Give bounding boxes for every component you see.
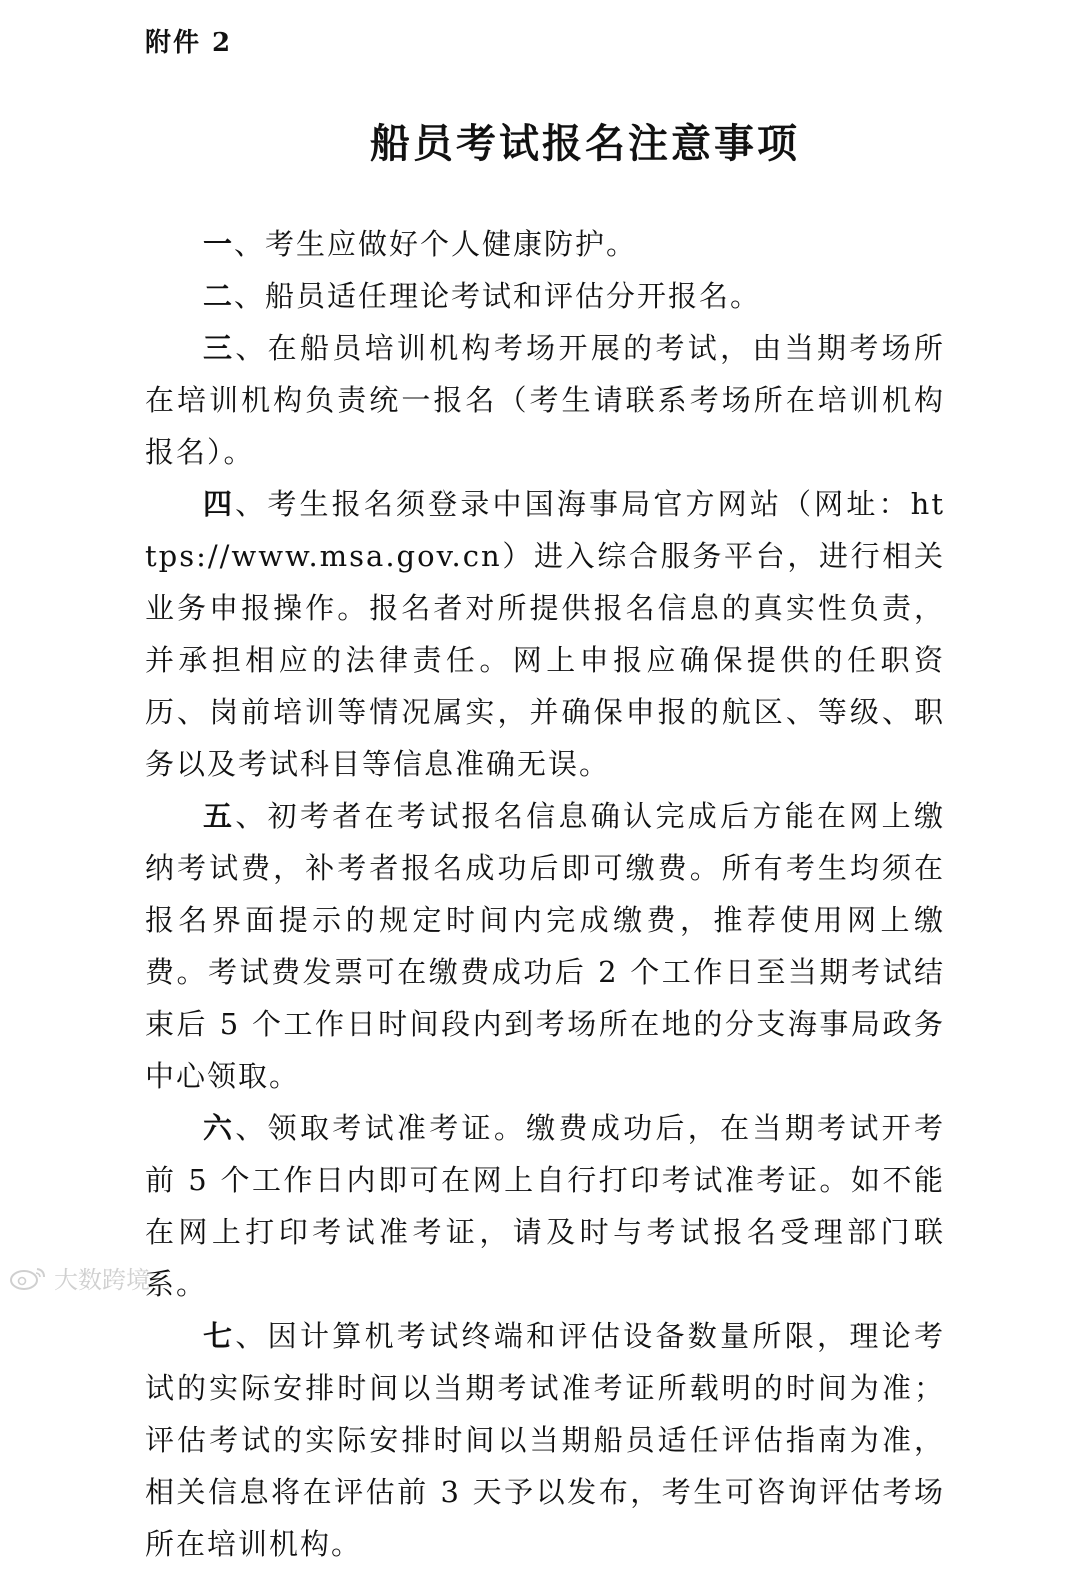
watermark-text: 大数跨境 xyxy=(54,1266,150,1294)
item-text: 、领取考试准考证。缴费成功后，在当期考试开考前 5 个工作日内即可在网上自行打印考试准考证。如不能在网上打印考试准考证，请及时与考试报名受理部门联系。 xyxy=(145,1111,945,1301)
item-3 xyxy=(145,322,945,478)
item-2 xyxy=(145,270,945,322)
item-text: 、在船员培训机构考场开展的考试，由当期考场所在培训机构负责统一报名（考生请联系考场所在培训机构报名）。 xyxy=(145,331,945,469)
document-body xyxy=(145,218,945,1570)
item-7 xyxy=(145,1310,945,1570)
item-number: 三 xyxy=(203,331,236,365)
attachment-label: 附件 2 xyxy=(145,28,233,58)
item-text: 、考生报名须登录中国海事局官方网站（网址：ht tps://www.msa.gov.cn）进入综合服务平台，进行相关业务申报操作。报名者对所提供报名信息的真实性负责，并承担相应的法律责任。网上申报应确保提供的任职资历、岗前培训等情况属实，并确保申报的航区、等级、职务以及考试科目等信息准确无误。 xyxy=(145,487,945,781)
page-title: 船员考试报名注意事项 xyxy=(370,120,800,167)
item-number: 五 xyxy=(203,799,236,833)
weibo-logo-icon xyxy=(8,1265,48,1291)
item-text: 、考生应做好个人健康防护。 xyxy=(234,227,638,261)
item-text: 、初考者在考试报名信息确认完成后方能在网上缴纳考试费，补考者报名成功后即可缴费。所有考生均须在报名界面提示的规定时间内完成缴费，推荐使用网上缴费。考试费发票可在缴费成功后 2 个工作日至当期考试结束后 5 个工作日时间段内到考场所在地的分支海事局政务中心领取。 xyxy=(145,799,945,1093)
item-text: 、船员适任理论考试和评估分开报名。 xyxy=(234,279,762,313)
item-4 xyxy=(145,478,945,790)
item-number: 四 xyxy=(203,487,236,521)
item-text: 、因计算机考试终端和评估设备数量所限，理论考试的实际安排时间以当期考试准考证所载明的时间为准；评估考试的实际安排时间以当期船员适任评估指南为准，相关信息将在评估前 3 天予以发布，考生可咨询评估考场所在培训机构。 xyxy=(145,1319,945,1561)
item-number: 六 xyxy=(203,1111,236,1145)
item-6 xyxy=(145,1102,945,1310)
item-number: 二 xyxy=(203,279,235,313)
item-number: 七 xyxy=(203,1319,236,1353)
watermark xyxy=(8,1260,150,1295)
item-1 xyxy=(145,218,945,270)
item-number: 一 xyxy=(203,227,235,261)
item-5 xyxy=(145,790,945,1102)
